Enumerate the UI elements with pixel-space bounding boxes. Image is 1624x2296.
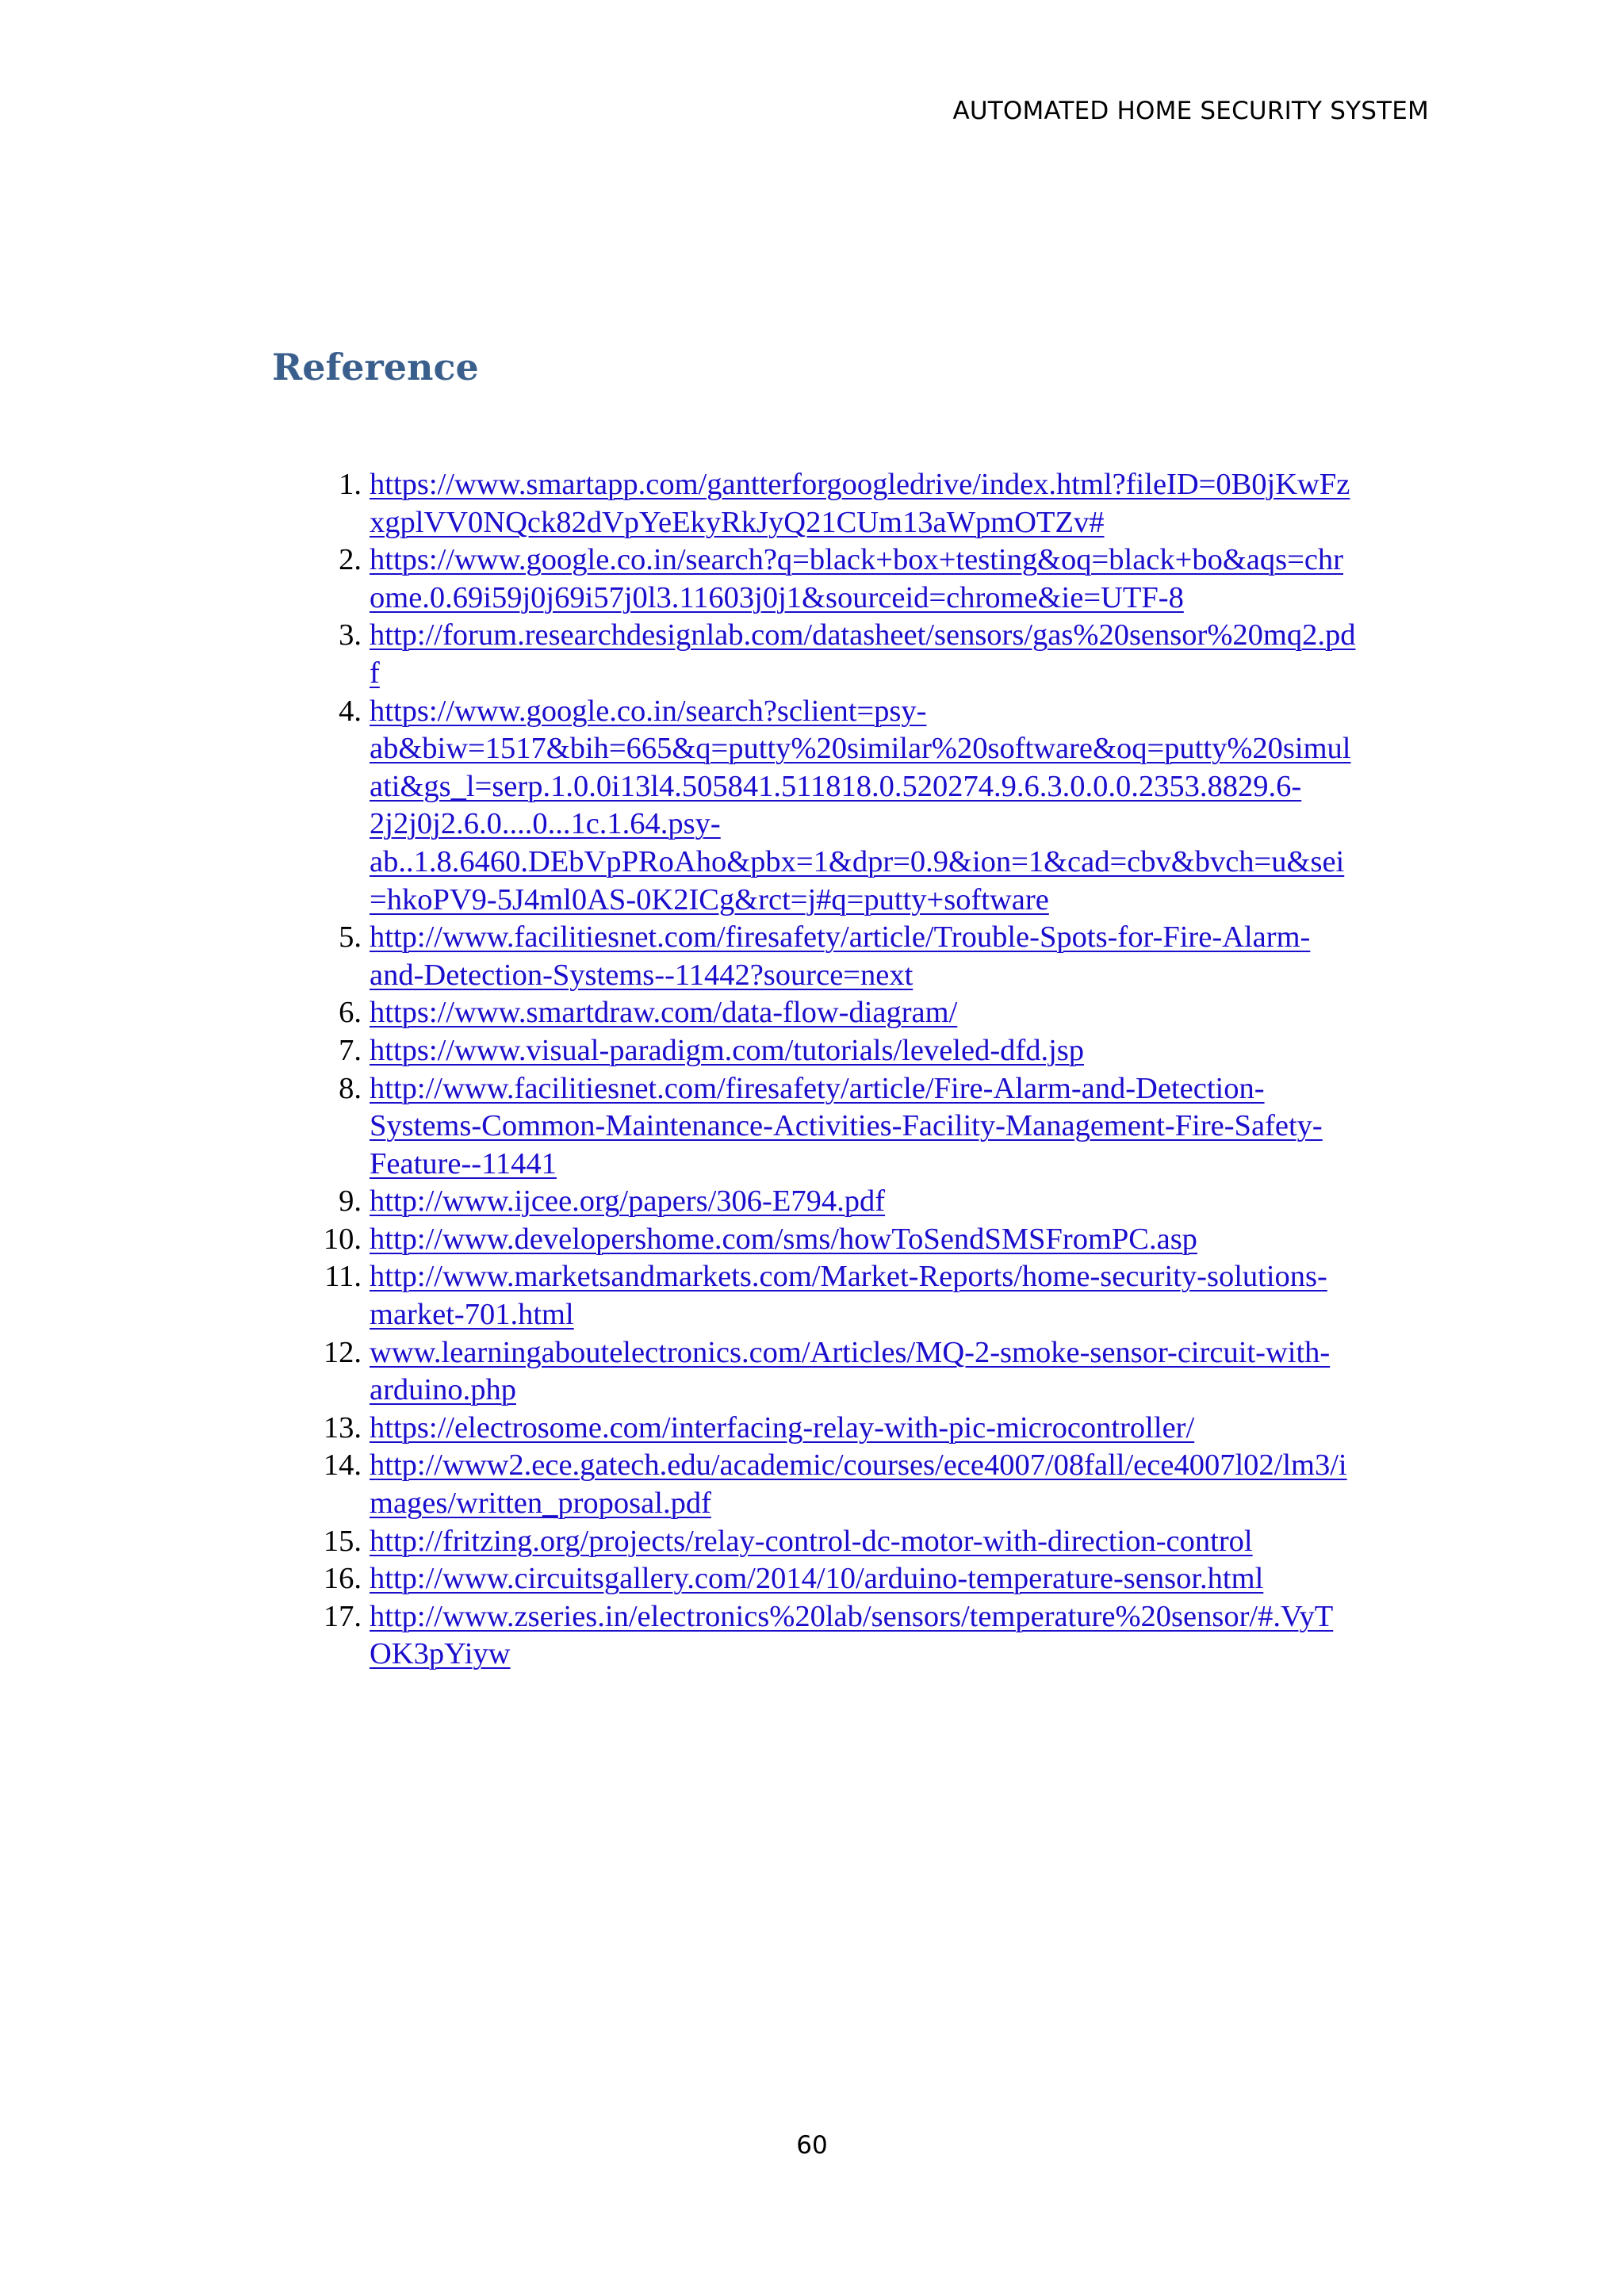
reference-link-line[interactable]: http://www.ijcee.org/papers/306-E794.pdf [370,1184,886,1219]
reference-link-line[interactable]: xgplVV0NQck82dVpYeEkyRkJyQ21CUm13aWpmOTZv# [370,505,1105,539]
running-header: AUTOMATED HOME SECURITY SYSTEM [952,97,1429,125]
reference-link[interactable] [370,1447,1443,1522]
reference-link[interactable] [370,1560,1443,1598]
reference-link-line[interactable]: https://electrosome.com/interfacing-relay-with-pic-microcontroller/ [370,1410,1195,1445]
reference-number: 4. [339,694,362,728]
reference-link-line[interactable]: http://forum.researchdesignlab.com/datasheet/sensors/gas%20sensor%20mq2.pd [370,618,1356,652]
reference-link-line[interactable]: http://www.developershome.com/sms/howToSendSMSFromPC.asp [370,1222,1197,1256]
reference-link-line[interactable]: http://fritzing.org/projects/relay-control-dc-motor-with-direction-control [370,1524,1253,1558]
reference-link[interactable] [370,1523,1443,1561]
reference-list [301,466,1443,1674]
reference-number: 7. [339,1033,362,1067]
reference-item [301,919,1443,994]
reference-link[interactable] [370,1334,1443,1410]
reference-link-line[interactable]: http://www.zseries.in/electronics%20lab/sensors/temperature%20sensor/#.VyT [370,1599,1334,1633]
reference-link-line[interactable]: ab..1.8.6460.DEbVpPRoAho&pbx=1&dpr=0.9&ion=1&cad=cbv&bvch=u&sei [370,844,1345,878]
reference-link[interactable] [370,466,1443,541]
reference-item [301,1183,1443,1221]
reference-link-line[interactable]: OK3pYiyw [370,1637,511,1671]
reference-link-line[interactable]: http://www.facilitiesnet.com/firesafety/article/Trouble-Spots-for-Fire-Alarm- [370,920,1311,955]
reference-link[interactable] [370,1410,1443,1448]
reference-link-line[interactable]: 2j2j0j2.6.0....0...1c.1.64.psy- [370,807,721,841]
reference-item [301,693,1443,920]
reference-number: 15. [323,1524,362,1558]
reference-link-line[interactable]: http://www.marketsandmarkets.com/Market-Reports/home-security-solutions- [370,1260,1327,1294]
reference-link-line[interactable]: arduino.php [370,1373,516,1407]
reference-link-line[interactable]: https://www.smartapp.com/gantterforgoogledrive/index.html?fileID=0B0jKwFz [370,468,1350,501]
reference-link[interactable] [370,1183,1443,1221]
reference-link[interactable] [370,1258,1443,1334]
reference-link-line[interactable]: and-Detection-Systems--11442?source=next [370,958,914,992]
reference-number: 2. [339,543,362,577]
reference-link-line[interactable]: https://www.smartdraw.com/data-flow-diagram/ [370,996,958,1030]
reference-item [301,617,1443,692]
reference-item [301,1070,1443,1184]
reference-number: 11. [324,1260,362,1294]
reference-link-line[interactable]: https://www.google.co.in/search?sclient=psy- [370,694,927,728]
reference-link-line[interactable]: http://www.circuitsgallery.com/2014/10/arduino-temperature-sensor.html [370,1562,1264,1596]
reference-link-line[interactable]: http://www.facilitiesnet.com/firesafety/article/Fire-Alarm-and-Detection- [370,1071,1265,1105]
reference-number: 14. [323,1448,362,1483]
reference-link-line[interactable]: ab&biw=1517&bih=665&q=putty%20similar%20software&oq=putty%20simul [370,732,1351,766]
reference-number: 17. [323,1599,362,1633]
reference-link-line[interactable]: f [370,656,380,690]
reference-link-line[interactable]: mages/written_proposal.pdf [370,1487,711,1521]
reference-link[interactable] [370,541,1443,617]
reference-number: 6. [339,996,362,1030]
reference-link[interactable] [370,1598,1443,1674]
reference-link-line[interactable]: http://www2.ece.gatech.edu/academic/courses/ece4007/08fall/ece4007l02/lm3/i [370,1448,1347,1483]
reference-number: 1. [339,468,362,501]
reference-item [301,1410,1443,1448]
reference-link[interactable] [370,1032,1443,1070]
reference-number: 13. [323,1410,362,1445]
reference-item [301,1334,1443,1410]
reference-number: 8. [339,1071,362,1105]
reference-link-line[interactable]: Systems-Common-Maintenance-Activities-Facility-Management-Fire-Safety- [370,1109,1323,1143]
reference-item [301,1258,1443,1334]
reference-link[interactable] [370,693,1443,920]
reference-link-line[interactable]: https://www.google.co.in/search?q=black+box+testing&oq=black+bo&aqs=chr [370,543,1343,577]
reference-link-line[interactable]: =hkoPV9-5J4ml0AS-0K2ICg&rct=j#q=putty+software [370,882,1049,916]
reference-link[interactable] [370,1070,1443,1184]
reference-link-line[interactable]: Feature--11441 [370,1146,557,1181]
reference-item [301,1560,1443,1598]
section-title: Reference [272,346,479,388]
reference-link-line[interactable]: www.learningaboutelectronics.com/Articles/MQ-2-smoke-sensor-circuit-with- [370,1335,1331,1369]
page-number: 60 [796,2131,828,2160]
reference-item [301,1221,1443,1259]
reference-link[interactable] [370,919,1443,994]
reference-item [301,1598,1443,1674]
reference-item [301,1032,1443,1070]
reference-item [301,466,1443,541]
reference-item [301,541,1443,617]
reference-link-line[interactable]: ome.0.69i59j0j69i57j0l3.11603j0j1&sourceid=chrome&ie=UTF-8 [370,580,1184,614]
reference-item [301,994,1443,1032]
reference-number: 3. [339,618,362,652]
reference-link[interactable] [370,994,1443,1032]
reference-number: 10. [323,1222,362,1256]
reference-number: 16. [323,1562,362,1596]
reference-link-line[interactable]: ati&gs_l=serp.1.0.0i13l4.505841.511818.0.520274.9.6.3.0.0.0.2353.8829.6- [370,769,1302,803]
reference-number: 5. [339,920,362,955]
reference-link[interactable] [370,617,1443,692]
reference-item [301,1523,1443,1561]
reference-link-line[interactable]: https://www.visual-paradigm.com/tutorials/leveled-dfd.jsp [370,1033,1085,1067]
reference-link-line[interactable]: market-701.html [370,1298,574,1332]
reference-number: 12. [323,1335,362,1369]
reference-number: 9. [339,1184,362,1219]
reference-item [301,1447,1443,1522]
reference-link[interactable] [370,1221,1443,1259]
